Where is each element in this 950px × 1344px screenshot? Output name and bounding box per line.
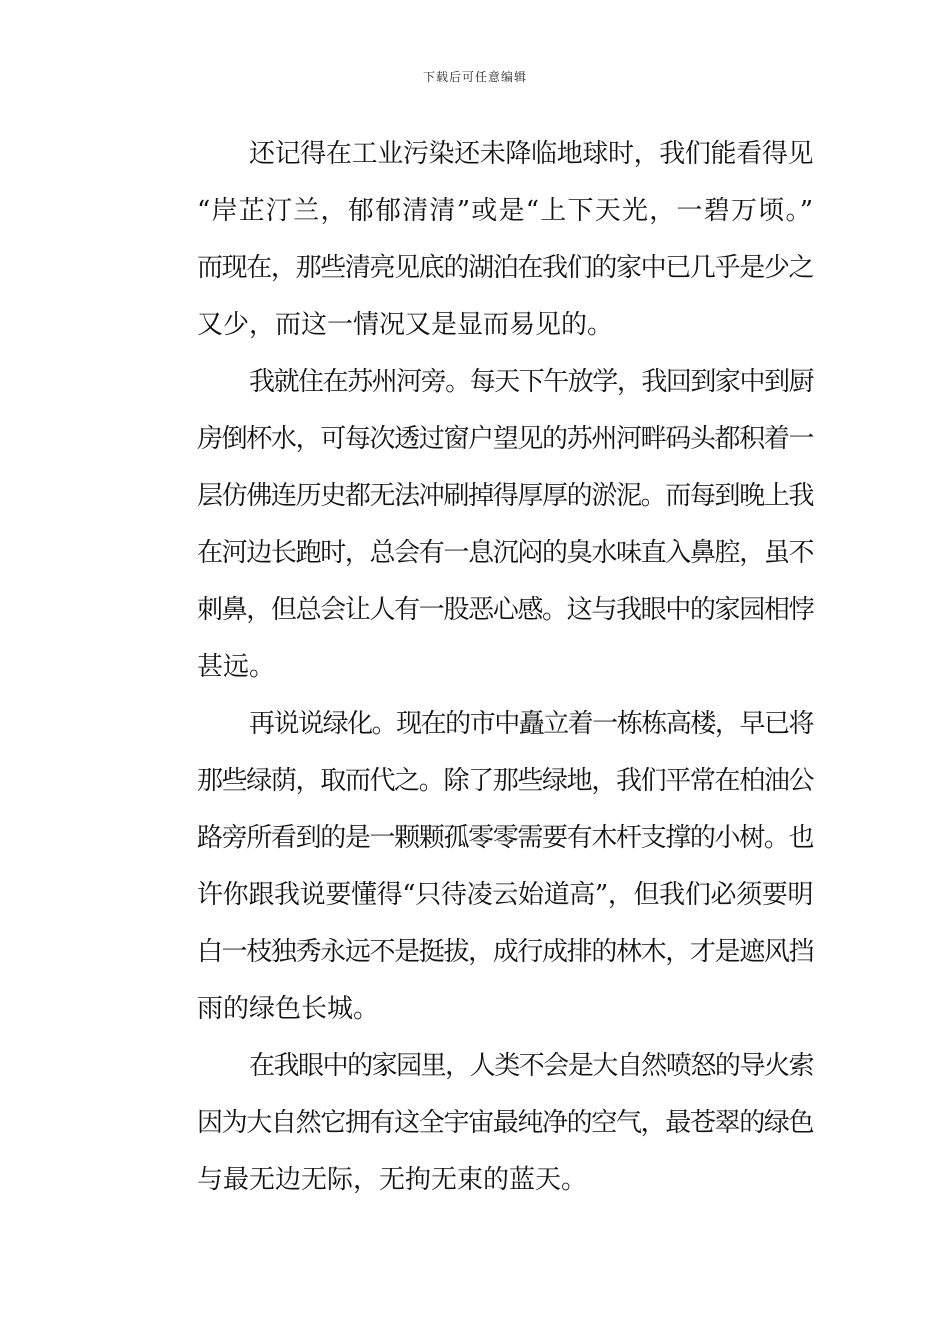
paragraph-line: 雨的绿色长城。: [197, 994, 380, 1024]
paragraph-line: 在河边长跑时，总会有一息沉闷的臭水味直入鼻腔，虽不: [197, 538, 813, 568]
paragraph-line: 路旁所看到的是一颗颗孤零零需要有木杆支撑的小树。也: [197, 823, 813, 853]
paragraph-line: 那些绿荫，取而代之。除了那些绿地，我们平常在柏油公: [197, 766, 813, 796]
paragraph-line: 在我眼中的家园里，人类不会是大自然喷怒的导火索: [249, 1051, 813, 1081]
essay-body: [145, 126, 813, 1209]
paragraph-1: [145, 126, 813, 354]
paragraph-3: [145, 696, 813, 1038]
paragraph-line: 又少，而这一情况又是显而易见的。: [197, 310, 614, 340]
paragraph-line: 而现在，那些清亮见底的湖泊在我们的家中已几乎是少之: [197, 253, 813, 283]
paragraph-line: 许你跟我说要懂得“只待凌云始道高”，但我们必须要明: [197, 880, 813, 910]
paragraph-line: 与最无边无际，无拘无束的蓝天。: [197, 1165, 588, 1195]
paragraph-line: “岸芷汀兰，郁郁清清”或是“上下天光，一碧万顷。”: [197, 196, 813, 226]
paragraph-line: 甚远。: [197, 652, 276, 682]
paragraph-line: 白一枝独秀永远不是挺拔，成行成排的林木，才是遮风挡: [197, 937, 813, 967]
paragraph-line: 还记得在工业污染还未降临地球时，我们能看得见: [249, 139, 813, 169]
paragraph-2: [145, 354, 813, 696]
page-header: 下载后可任意编辑: [422, 70, 527, 84]
paragraph-line: 刺鼻，但总会让人有一股恶心感。这与我眼中的家园相悖: [197, 595, 813, 625]
paragraph-line: 再说说绿化。现在的市中矗立着一栋栋高楼，早已将: [249, 709, 813, 739]
paragraph-line: 层仿佛连历史都无法冲刷掉得厚厚的淤泥。而每到晚上我: [197, 481, 813, 511]
paragraph-line: 因为大自然它拥有这全宇宙最纯净的空气，最苍翠的绿色: [197, 1108, 813, 1138]
paragraph-line: 我就住在苏州河旁。每天下午放学，我回到家中到厨: [249, 367, 813, 397]
paragraph-line: 房倒杯水，可每次透过窗户望见的苏州河畔码头都积着一: [197, 424, 813, 454]
paragraph-4: [145, 1038, 813, 1209]
